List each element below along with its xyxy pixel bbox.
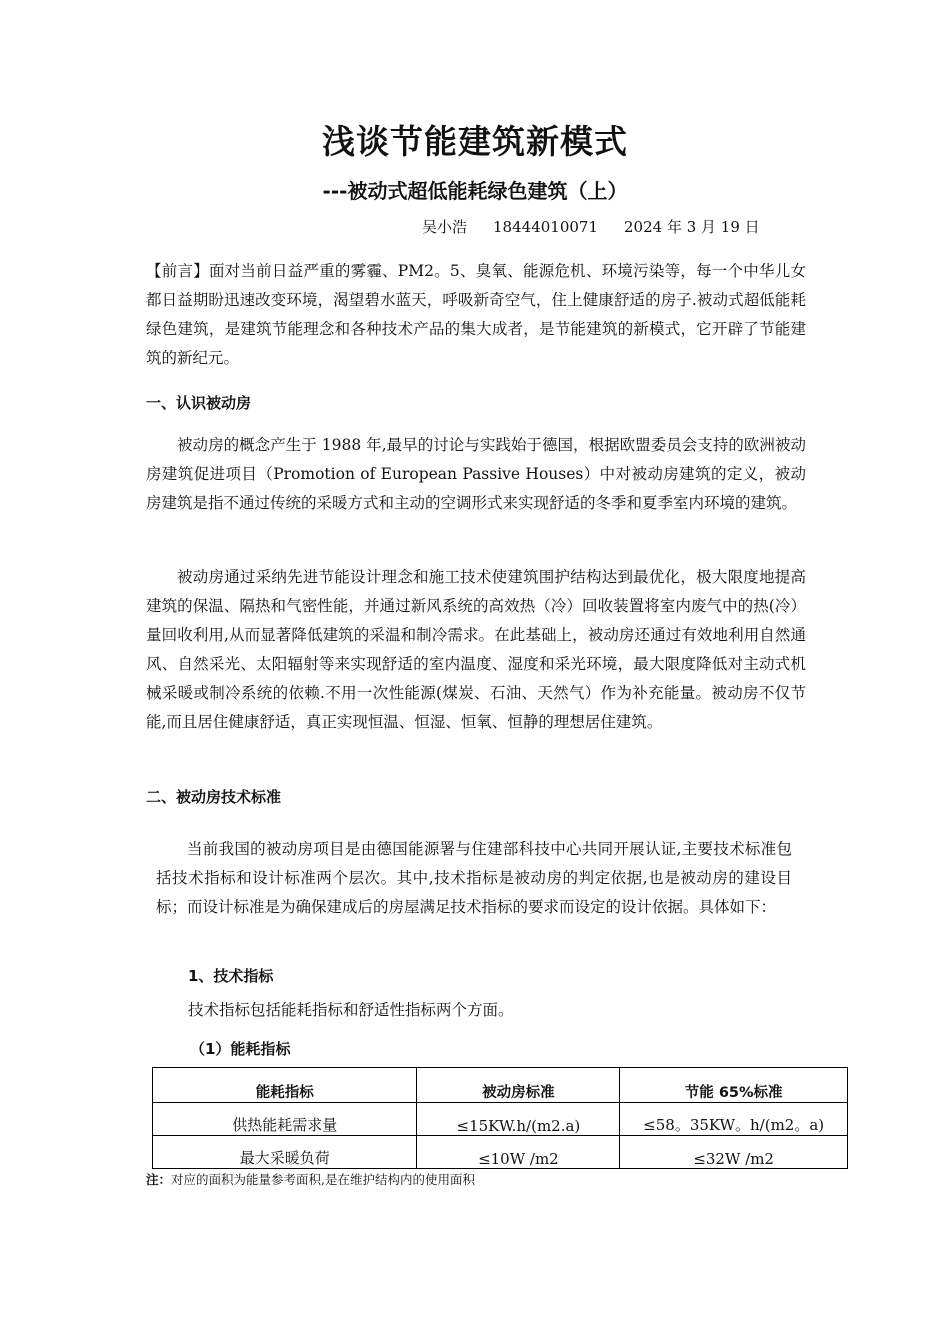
table-cell: ≤10W /m2 xyxy=(417,1136,620,1169)
table-cell: 供热能耗需求量 xyxy=(153,1103,417,1136)
section1-paragraph-1: 被动房的概念产生于 1988 年,最早的讨论与实践始于德国，根据欧盟委员会支持的欧洲被动房建筑促进项目（Promotion of European Passive Houses）中对被动房建筑的定义，被动房建筑是指不通过传统的采暖方式和主动的空调形式来实现舒适的冬季和夏季室内环境的建筑。 xyxy=(146,436,806,512)
table-cell: ≤15KW.h/(m2.a) xyxy=(417,1103,620,1136)
author-date: 2024 年 3 月 19 日 xyxy=(624,218,760,236)
section2-paragraph-1: 当前我国的被动房项目是由德国能源署与住建部科技中心共同开展认证,主要技术标准包括技术指标和设计标准两个层次。其中,技术指标是被动房的判定依据,也是被动房的建设目标；而设计标准是为确保建成后的房屋满足技术指标的要求而设定的设计依据。具体如下： xyxy=(156,840,792,916)
table-header-row xyxy=(153,1068,848,1103)
author-phone: 18444010071 xyxy=(493,218,598,236)
table-row xyxy=(153,1136,848,1169)
author-name: 吴小浩 xyxy=(422,218,468,236)
table-cell: ≤58。35KW。h/(m2。a) xyxy=(620,1103,848,1136)
subsection-heading-technical-indicators: 1、技术指标 xyxy=(188,967,274,985)
table-row xyxy=(153,1103,848,1136)
subsection-text: 技术指标包括能耗指标和舒适性指标两个方面。 xyxy=(188,1001,514,1019)
subsection-heading-energy-indicators: （1）能耗指标 xyxy=(190,1040,291,1058)
section1-paragraph-2: 被动房通过采纳先进节能设计理念和施工技术使建筑围护结构达到最优化，极大限度地提高建筑的保温、隔热和气密性能，并通过新风系统的高效热（冷）回收装置将室内废气中的热(冷）量回收利用,从而显著降低建筑的采温和制冷需求。在此基础上，被动房还通过有效地利用自然通风、自然采光、太阳辐射等来实现舒适的室内温度、湿度和采光环境，最大限度降低对主动式机械采暖或制冷系统的依赖.不用一次性能源(煤炭、石油、天然气）作为补充能量。被动房不仅节能,而且居住健康舒适，真正实现恒温、恒湿、恒氧、恒静的理想居住建筑。 xyxy=(146,568,806,731)
preface-paragraph: 【前言】面对当前日益严重的雾霾、PM2。5、臭氧、能源危机、环境污染等，每一个中华儿女都日益期盼迅速改变环境，渴望碧水蓝天，呼吸新奇空气，住上健康舒适的房子.被动式超低能耗绿色建筑，是建筑节能理念和各种技术产品的集大成者，是节能建筑的新模式，它开辟了节能建筑的新纪元。 xyxy=(146,262,806,367)
document-title: 浅谈节能建筑新模式 xyxy=(322,122,628,161)
note-text: 对应的面积为能量参考面积,是在维护结构内的使用面积 xyxy=(171,1172,475,1187)
section-heading-1: 一、认识被动房 xyxy=(146,394,252,412)
document-subtitle: ---被动式超低能耗绿色建筑（上） xyxy=(322,179,628,203)
table-header-cell: 能耗指标 xyxy=(153,1068,417,1103)
note-label: 注： xyxy=(146,1172,172,1187)
table-note xyxy=(146,1170,475,1188)
table-header-cell: 被动房标准 xyxy=(417,1068,620,1103)
section-heading-2: 二、被动房技术标准 xyxy=(146,788,282,806)
author-line xyxy=(422,216,786,237)
table-header-cell: 节能 65%标准 xyxy=(620,1068,848,1103)
energy-indicator-table xyxy=(152,1067,848,1169)
table-cell: ≤32W /m2 xyxy=(620,1136,848,1169)
table-cell: 最大采暖负荷 xyxy=(153,1136,417,1169)
